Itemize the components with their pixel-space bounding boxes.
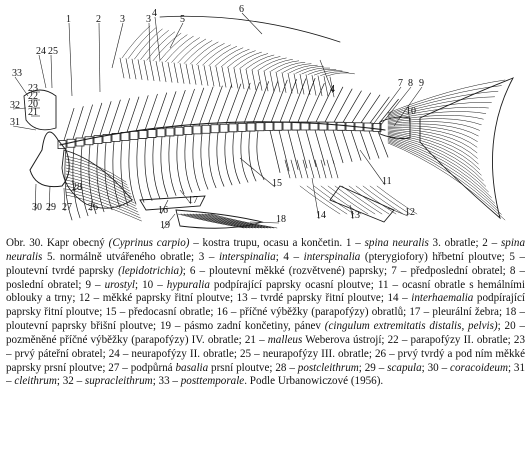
pleural-rib xyxy=(161,137,168,197)
vertebra xyxy=(274,122,282,130)
figure-label-11: 11 xyxy=(382,176,392,187)
anal-fin-ray xyxy=(328,186,368,214)
neural-spine xyxy=(217,85,232,125)
dorsal-fin-ray xyxy=(246,55,274,69)
label-leader-18 xyxy=(250,222,279,223)
dorsal-fin-ray xyxy=(252,56,280,69)
vertebra xyxy=(202,125,210,133)
dorsal-pterygiophore xyxy=(210,66,214,86)
dorsal-pterygiophore xyxy=(120,58,124,78)
figure-label-1: 1 xyxy=(66,14,71,25)
caption-text: ; 32 – xyxy=(56,375,85,388)
neural-spine xyxy=(118,98,130,133)
dorsal-pterygiophore xyxy=(198,65,202,85)
caption-text: Weberova ústrojí; 22 – parapofýzy II. obratle; 23 – prvý páteřní obratel; 24 – neurapofýzy II. obratle; 25 – neurapofýzy III. obratle; 26 – prvý tvrdý a pod ním měkké paprsky prsní ploutve; 27 – podpůrná xyxy=(6,333,525,374)
anal-fin-ray xyxy=(307,186,347,214)
dorsal-pterygiophore xyxy=(216,67,220,87)
caption-term-italic: postcleithrum xyxy=(297,361,359,374)
caption-text: podpírající paprsky ocasní ploutve; 11 – ocasní obratle s hemálními oblouky a trny; 12 – měkké paprsky řitní ploutve; 13 – tvrdé paprsky řitní ploutve; 14 – xyxy=(6,278,525,305)
haemal-spine xyxy=(324,130,334,164)
caption-text: podpírající paprsky řitní ploutve; 15 – předocasní obratle; 16 – příčné výběžky (parapofýzy) obratlů; 17 – pleurální žebra; 18 – ploutevní paprsky břišní ploutve; 19 – pásmo zadní končetiny, pánev xyxy=(6,292,525,333)
vertebra xyxy=(175,127,183,135)
neural-spine xyxy=(244,82,259,123)
dorsal-pterygiophore xyxy=(162,62,166,82)
vertebra xyxy=(292,122,300,130)
dorsal-pterygiophore xyxy=(252,70,256,90)
caudal-fin-ray xyxy=(388,132,480,169)
dorsal-fin-ray xyxy=(289,65,317,73)
dorsal-pterygiophore xyxy=(174,63,178,83)
anal-pterygiophore xyxy=(327,160,332,178)
dorsal-fin-ray xyxy=(277,62,305,72)
caption-text: (pterygiofory) hřbetní ploutve; 5 – ploutevní tvrdé paprsky xyxy=(6,250,525,277)
dorsal-fin-ray xyxy=(265,59,293,70)
neural-spine xyxy=(334,89,352,122)
vertebra xyxy=(184,127,192,135)
anal-fin-ray xyxy=(363,186,403,214)
neural-spine xyxy=(361,95,380,123)
caption-term-italic: supracleithrum xyxy=(84,375,153,388)
dorsal-pterygiophore xyxy=(240,69,244,89)
vertebra xyxy=(220,124,228,132)
neural-spine xyxy=(226,84,241,124)
dorsal-fin-ray xyxy=(221,49,249,67)
neural-spine xyxy=(109,100,120,134)
vertebra xyxy=(130,131,138,139)
haemal-spine xyxy=(351,131,361,161)
pleural-rib xyxy=(209,133,216,188)
haemal-spine xyxy=(315,130,325,165)
figure-label-7: 7 xyxy=(398,78,403,89)
haemal-spine xyxy=(360,131,370,160)
vertebra xyxy=(157,129,165,137)
vertebra xyxy=(265,123,273,131)
pleural-rib xyxy=(105,143,112,210)
dorsal-pterygiophore xyxy=(234,68,238,88)
figure-label-18: 18 xyxy=(276,214,286,225)
dorsal-pterygiophore xyxy=(270,72,274,92)
vertebra xyxy=(121,132,129,140)
dorsal-fin-ray xyxy=(258,58,286,70)
dorsal-pterygiophore xyxy=(306,75,310,95)
caption-term-italic: interspinalia xyxy=(218,250,276,263)
anal-pterygiophore xyxy=(321,160,326,178)
figure-caption xyxy=(6,237,525,449)
figure-label-21: 21 xyxy=(28,107,38,118)
anal-pterygiophore xyxy=(309,160,314,178)
pleural-rib xyxy=(177,135,184,194)
caption-text: Obr. 30. Kapr obecný xyxy=(6,237,109,249)
caption-text: ; 4 – xyxy=(275,250,304,263)
caption-text: ; 6 – ploutevní měkké (rozvětvené) paprsky; 7 – předposlední obratel; 8 – poslední obratel; 9 – xyxy=(6,264,525,291)
dorsal-fin-ray xyxy=(327,73,355,76)
haemal-spine xyxy=(279,130,289,171)
caption-term-italic: spina neuralis xyxy=(6,237,525,263)
figure-label-15: 15 xyxy=(272,178,282,189)
neural-spine xyxy=(352,93,371,123)
figure-label-27: 27 xyxy=(62,202,72,213)
vertebra xyxy=(76,138,84,146)
dorsal-pterygiophore xyxy=(192,64,196,84)
label-leader-3 xyxy=(112,23,123,68)
neural-spine xyxy=(64,108,74,140)
haemal-spine xyxy=(342,130,352,161)
dorsal-pterygiophore xyxy=(288,73,292,93)
caption-text: prsní ploutve; 28 – xyxy=(208,361,298,374)
anal-pterygiophore xyxy=(285,160,290,178)
vertebra xyxy=(166,128,174,136)
pectoral-fin-ray xyxy=(66,192,140,218)
dorsal-pterygiophore xyxy=(168,62,172,82)
figure-label-23: 23 xyxy=(28,83,38,94)
anal-fin-ray xyxy=(370,186,410,214)
neural-spine xyxy=(307,83,324,122)
figure-label-31: 31 xyxy=(10,117,20,128)
figure-label-32: 32 xyxy=(10,100,20,111)
caption-term-italic: scapula xyxy=(387,361,422,374)
caption-text: . Podle Urbanowiczové (1956). xyxy=(244,375,384,388)
dorsal-fin-ray xyxy=(271,61,299,71)
figure-label-29: 29 xyxy=(46,202,56,213)
neural-spine xyxy=(91,103,102,136)
caption-term-italic: urostyl xyxy=(104,278,136,291)
figure-label-25: 25 xyxy=(48,46,58,57)
figure-label-12: 12 xyxy=(405,207,415,218)
pleural-rib xyxy=(129,140,136,204)
figure-label-19: 19 xyxy=(160,220,170,231)
caption-term-italic: coracoideum xyxy=(450,361,508,374)
vertebra xyxy=(238,123,246,131)
neural-spine xyxy=(280,79,296,122)
vertebra xyxy=(337,122,345,130)
vertebra xyxy=(193,126,201,134)
skeleton-bones xyxy=(24,16,513,228)
vertebra xyxy=(328,122,336,130)
caption-text: ; 29 – xyxy=(358,361,388,374)
figure-label-28: 28 xyxy=(72,182,82,193)
figure-labels xyxy=(10,4,424,231)
caption-term-italic: (lepidotrichia) xyxy=(118,264,183,277)
label-leader-33 xyxy=(15,77,28,96)
haemal-spine xyxy=(270,130,280,172)
dorsal-pterygiophore xyxy=(276,72,280,92)
neural-spine xyxy=(235,83,250,124)
pleural-rib xyxy=(233,132,240,184)
haemal-spine xyxy=(288,130,298,169)
dorsal-pterygiophore xyxy=(180,63,184,83)
dorsal-pterygiophore xyxy=(150,61,154,81)
anal-fin-ray xyxy=(342,186,382,214)
caudal-fin-ray xyxy=(388,139,495,203)
pleural-rib xyxy=(241,131,248,182)
dorsal-pterygiophore xyxy=(138,60,142,80)
figure-label-30: 30 xyxy=(32,202,42,213)
figure-label-4: 4 xyxy=(152,8,157,19)
neural-spine xyxy=(172,90,185,127)
neural-spine xyxy=(298,78,315,122)
pleural-rib xyxy=(121,141,128,206)
neural-spine xyxy=(208,86,222,125)
pleural-rib xyxy=(153,137,160,198)
pleural-rib xyxy=(137,139,144,202)
label-leader-lines xyxy=(13,13,422,229)
anal-pterygiophore xyxy=(333,160,338,178)
figure-label-16: 16 xyxy=(158,205,168,216)
vertebra xyxy=(139,130,147,138)
caption-term-italic: hypuralia xyxy=(166,278,210,291)
dorsal-pterygiophore xyxy=(132,59,136,79)
dorsal-fin-ray xyxy=(296,67,324,74)
figure-label-8: 8 xyxy=(408,78,413,89)
dorsal-pterygiophore xyxy=(282,73,286,93)
neural-spine xyxy=(181,89,195,127)
neural-spine xyxy=(289,79,306,122)
caption-text: ; 10 – xyxy=(135,278,167,291)
caption-text: ; 30 – xyxy=(421,361,451,374)
label-leader-25 xyxy=(51,55,52,88)
figure-label-20: 20 xyxy=(28,99,38,110)
pleural-rib xyxy=(145,138,152,200)
caption-term-italic: (Cyprinus carpio) xyxy=(108,237,190,249)
anal-fin-ray xyxy=(356,186,396,214)
caption-term-italic: malleus xyxy=(267,333,303,346)
dorsal-pterygiophore xyxy=(246,69,250,89)
pleural-rib xyxy=(217,133,224,187)
label-leader-1 xyxy=(69,23,72,96)
vertebra xyxy=(256,123,264,131)
caption-text: ; 20 – pozměněné příčné výběžky (parapofýzy) IV. obratle; 21 – xyxy=(6,320,525,346)
caption-term-italic: cleithrum xyxy=(14,375,57,388)
label-leader-5 xyxy=(170,23,183,48)
pleural-rib xyxy=(225,132,232,185)
dorsal-fin-ray xyxy=(314,70,342,75)
figure-label-5: 5 xyxy=(180,14,185,25)
caption-term-italic: basalia xyxy=(175,361,209,374)
caudal-fin-ray xyxy=(388,115,483,121)
neural-spine xyxy=(343,91,361,122)
pleural-rib xyxy=(257,131,264,180)
figure-label-3: 3 xyxy=(146,14,151,25)
pectoral-fin-ray xyxy=(66,156,126,182)
dorsal-fin-edge xyxy=(160,16,340,42)
caption-text: 5. normálně utvářeného obratle; 3 – xyxy=(42,250,219,263)
caption-term-italic: (cingulum extremitatis distalis, pelvis) xyxy=(324,320,498,333)
haemal-spine xyxy=(333,130,343,163)
dorsal-pterygiophore xyxy=(126,59,130,79)
label-leader-24 xyxy=(39,55,46,88)
figure-label-2: 2 xyxy=(96,14,101,25)
figure-label-22: 22 xyxy=(28,91,38,102)
caudal-fin-ray xyxy=(388,135,483,181)
figure-label-33: 33 xyxy=(12,68,22,79)
anal-pterygiophore xyxy=(315,160,320,178)
caption-text: ; 31 – xyxy=(6,361,525,388)
caption-term-italic: interhaemalia xyxy=(411,292,474,305)
caption-term-italic: spina neuralis xyxy=(364,237,429,249)
neural-spine xyxy=(190,88,204,126)
dorsal-pterygiophore xyxy=(258,70,262,90)
figure-label-13: 13 xyxy=(350,210,360,221)
caption-text: – kostra trupu, ocasu a končetin. 1 – xyxy=(189,237,365,249)
label-leader-6 xyxy=(242,13,262,34)
pleural-rib xyxy=(193,134,200,191)
label-leader-15 xyxy=(240,158,275,187)
caption-text: ; 33 – xyxy=(152,375,181,388)
figure-label-14: 14 xyxy=(316,210,326,221)
dorsal-pterygiophore xyxy=(144,60,148,80)
dorsal-pterygiophore xyxy=(204,66,208,86)
figure-label-3: 3 xyxy=(120,14,125,25)
caption-term-italic: interspinalia xyxy=(303,250,361,263)
figure-label-26: 26 xyxy=(88,202,98,213)
anal-pterygiophore xyxy=(291,160,296,178)
dorsal-pterygiophore xyxy=(222,67,226,87)
neural-spine xyxy=(100,102,111,136)
pleural-rib xyxy=(185,135,192,193)
vertebra xyxy=(229,124,237,132)
pleural-rib xyxy=(201,134,208,190)
haemal-spine xyxy=(297,130,307,168)
figure-label-9: 9 xyxy=(419,78,424,89)
haemal-spine xyxy=(306,130,316,167)
figure-label-4: 4 xyxy=(330,84,335,95)
vertebra xyxy=(148,130,156,138)
caudal-fin-ray xyxy=(388,137,489,192)
neural-spine xyxy=(199,87,213,126)
figure-label-17: 17 xyxy=(188,195,198,206)
vertebra xyxy=(283,122,291,130)
caudal-fin-ray xyxy=(388,141,498,209)
neural-spine xyxy=(82,105,93,138)
label-leader-2 xyxy=(99,23,100,92)
figure-label-6: 6 xyxy=(239,4,244,15)
haemal-spine xyxy=(369,131,379,158)
vertebra xyxy=(211,125,219,133)
pleural-rib xyxy=(169,136,176,196)
dorsal-fin-ray xyxy=(283,64,311,73)
pleural-rib xyxy=(249,131,256,181)
figure-label-10: 10 xyxy=(406,106,416,117)
neural-spine xyxy=(262,81,278,123)
caption-term-italic: posttemporale xyxy=(180,375,245,388)
caption-text: 3. obratle; 2 – xyxy=(428,237,501,249)
dorsal-pterygiophore xyxy=(186,64,190,84)
dorsal-pterygiophore xyxy=(156,61,160,81)
dorsal-pterygiophore xyxy=(228,68,232,88)
label-leader-3 xyxy=(149,23,150,62)
vertebra xyxy=(247,123,255,131)
figure-label-24: 24 xyxy=(36,46,46,57)
neural-spine xyxy=(73,107,83,139)
